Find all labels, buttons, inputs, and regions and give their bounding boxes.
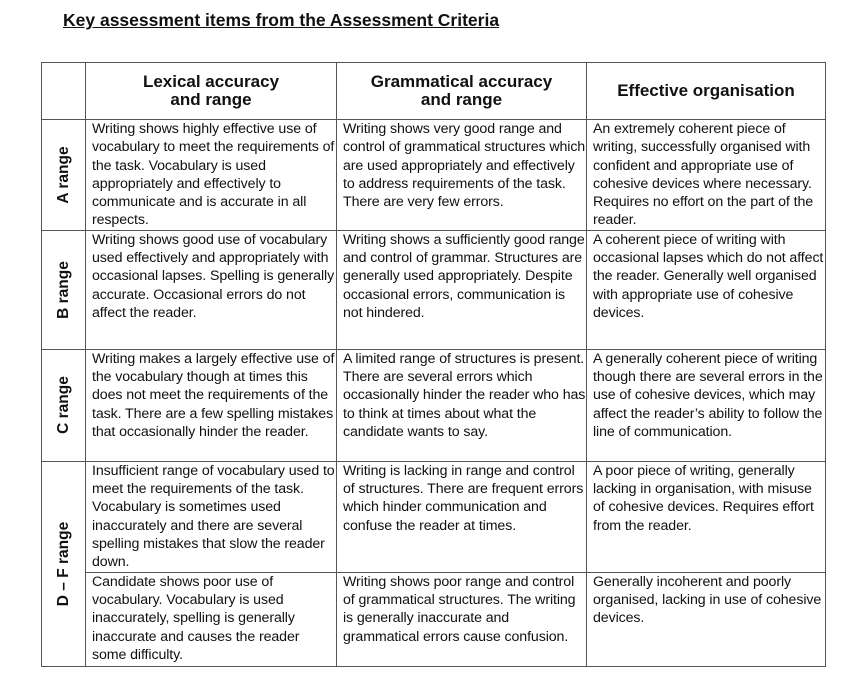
cell-b-organisation: A coherent piece of writing with occasional lapses which do not affect the reader. Generally well organised with appropriate use of cohesive devices. [587,230,826,349]
row-label-text: B range [54,260,72,319]
table-row [42,349,826,461]
row-label-text: C range [54,376,72,435]
row-label-df [42,461,86,666]
row-label-c [42,349,86,461]
header-lexical [86,63,337,120]
cell-f-lexical: Candidate shows poor use of vocabulary. Vocabulary is used inaccurately, spelling is generally inaccurate and causes the reader some difficulty. [86,572,337,666]
table-row [42,120,826,231]
cell-b-lexical: Writing shows good use of vocabulary used effectively and appropriately with occasional lapses. Spelling is generally accurate. Occasional errors do not affect the reader. [86,230,337,349]
row-label-a [42,120,86,231]
header-row [42,63,826,120]
header-organisation-label: Effective organisation [617,81,795,100]
cell-d-organisation: A poor piece of writing, generally lacking in organisation, with misuse of cohesive devices. Requires effort from the reader. [587,461,826,572]
cell-d-grammatical: Writing is lacking in range and control of structures. There are frequent errors which hinder communication and confuse the reader at times. [337,461,587,572]
header-lexical-label: Lexical accuracy and range [142,72,280,109]
cell-b-grammatical: Writing shows a sufficiently good range and control of grammar. Structures are generally used appropriately. Despite occasional errors, communication is not hindered. [337,230,587,349]
cell-f-grammatical: Writing shows poor range and control of grammatical structures. The writing is generally inaccurate and grammatical errors cause confusion. [337,572,587,666]
cell-d-lexical: Insufficient range of vocabulary used to meet the requirements of the task. Vocabulary is sometimes used inaccurately and there are several spelling mistakes that slow the reader down. [86,461,337,572]
table-row [42,572,826,666]
header-grammatical [337,63,587,120]
cell-c-organisation: A generally coherent piece of writing though there are several errors in the use of cohesive devices, which may affect the reader’s ability to follow the line of communication. [587,349,826,461]
row-label-b [42,230,86,349]
page-title: Key assessment items from the Assessment Criteria [63,10,500,30]
cell-c-lexical: Writing makes a largely effective use of the vocabulary though at times this does not meet the requirements of the task. There are a few spelling mistakes that occasionally hinder the reader. [86,349,337,461]
cell-a-lexical: Writing shows highly effective use of vocabulary to meet the requirements of the task. Vocabulary is used appropriately and effectively to communicate and is accurate in all respects. [86,120,337,231]
cell-f-organisation: Generally incoherent and poorly organised, lacking in use of cohesive devices. [587,572,826,666]
table-row [42,230,826,349]
table-row [42,461,826,572]
header-grammatical-label: Grammatical accuracy and range [370,72,553,109]
assessment-table [41,62,826,667]
corner-cell [42,63,86,120]
cell-c-grammatical: A limited range of structures is present. There are several errors which occasionally hinder the reader who has to think at times about what the candidate wants to say. [337,349,587,461]
row-label-text: D – F range [54,521,72,606]
row-label-text: A range [54,146,72,204]
header-organisation [587,63,826,120]
cell-a-organisation: An extremely coherent piece of writing, successfully organised with confident and appropriate use of cohesive devices where necessary. Requires no effort on the part of the reader. [587,120,826,231]
cell-a-grammatical: Writing shows very good range and control of grammatical structures which are used appropriately and effectively to address requirements of the task. There are very few errors. [337,120,587,231]
